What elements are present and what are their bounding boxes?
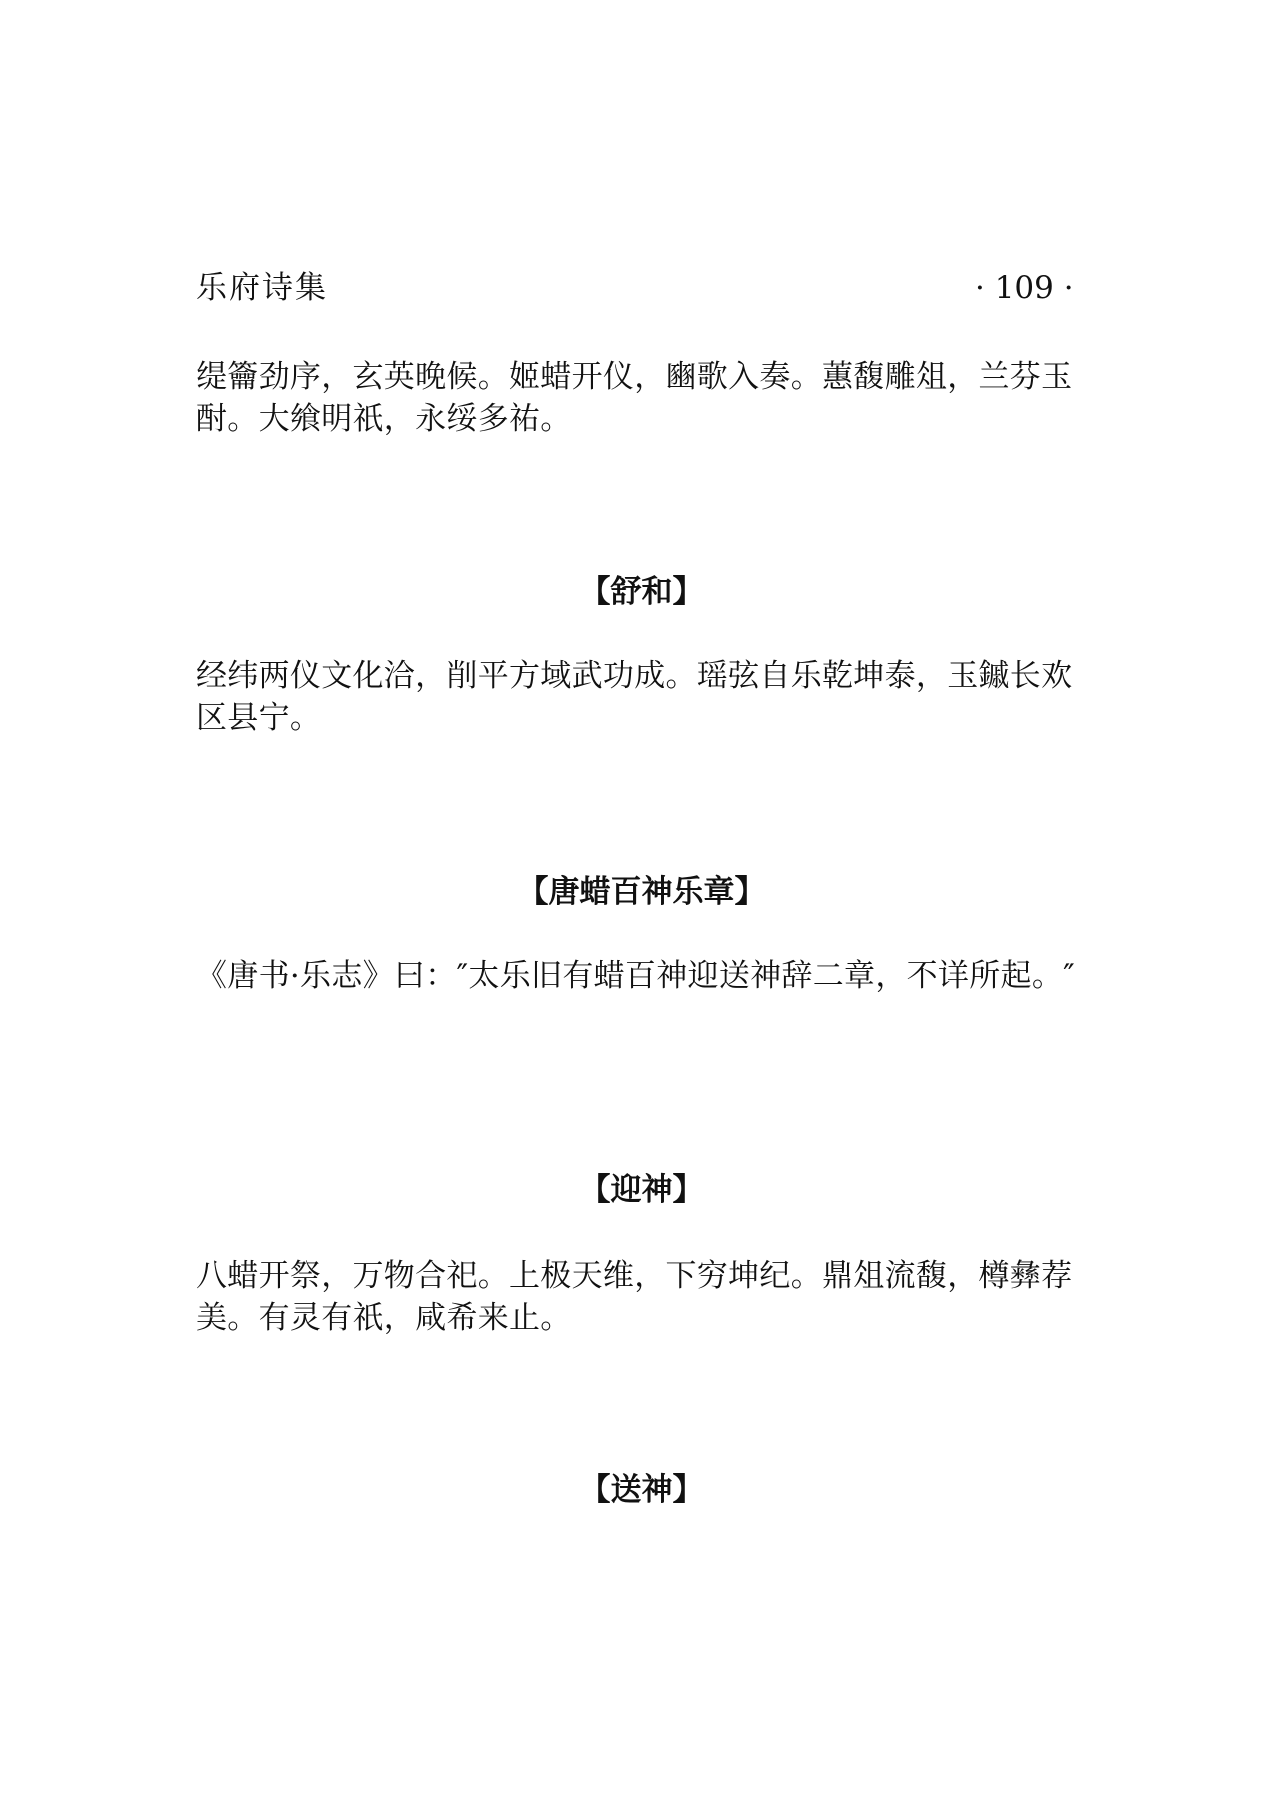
quotation-paragraph: 《唐书·乐志》曰：″太乐旧有蜡百神迎送神辞二章，不详所起。″ bbox=[196, 958, 1076, 994]
poem-paragraph: 经纬两仪文化洽，削平方域武功成。瑶弦自乐乾坤泰，玉鏚长欢区县宁。 bbox=[196, 658, 1073, 736]
page-number: · 109 · bbox=[975, 270, 1074, 306]
section-heading: 【迎神】 bbox=[579, 1172, 704, 1208]
section-heading: 【唐蜡百神乐章】 bbox=[517, 874, 766, 910]
poem-paragraph: 缇籥劲序，玄英晚候。姬蜡开仪，豳歌入奏。蕙馥雕俎，兰芬玉酎。大飨明祇，永绥多祐。 bbox=[196, 359, 1073, 437]
section-heading: 【舒和】 bbox=[579, 574, 704, 610]
section-heading: 【送神】 bbox=[579, 1472, 704, 1508]
running-header-title: 乐府诗集 bbox=[196, 270, 328, 306]
poem-paragraph: 八蜡开祭，万物合祀。上极天维，下穷坤纪。鼎俎流馥，樽彝荐美。有灵有祇，咸希来止。 bbox=[196, 1258, 1073, 1336]
